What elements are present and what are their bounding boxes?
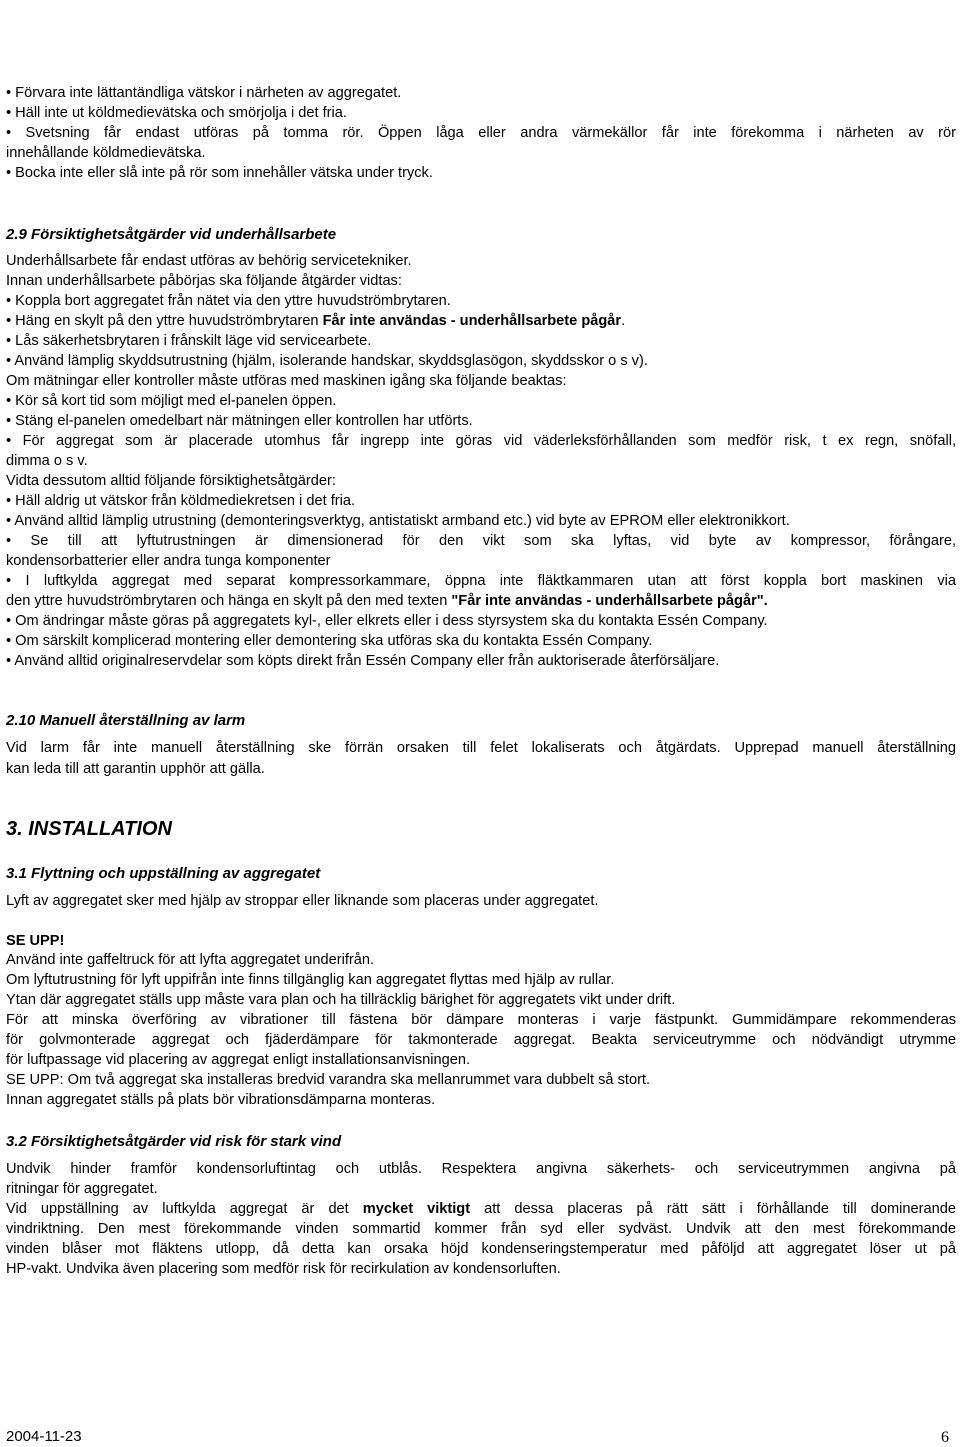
warning-label: SE UPP!	[6, 933, 65, 949]
sign-text: "Får inte användas - underhållsarbete pågår".	[451, 593, 768, 609]
section-heading-3-1: 3.1 Flyttning och uppställning av aggregatet	[6, 865, 321, 882]
paragraph: Vid larm får inte manuell återställning ske förrän orsaken till felet lokaliserats och åtgärdats. Upprepad manuell återställning	[6, 740, 956, 756]
bullet-item: • Förvara inte lättantändliga vätskor i närheten av aggregatet.	[6, 85, 402, 101]
bullet-item-continued	[6, 592, 956, 610]
page-number: 6	[941, 1429, 949, 1446]
paragraph: SE UPP: Om två aggregat ska installeras bredvid varandra ska mellanrummet vara dubbelt så stort.	[6, 1072, 651, 1088]
paragraph-continued: vinden blåser mot fläktens utlopp, då detta kan orsaka höjd kondenseringstemperatur med påföljd att aggregatet löser ut på	[6, 1241, 956, 1257]
bullet-item-continued: innehållande köldmedievätska.	[6, 145, 206, 161]
bullet-item: • I luftkylda aggregat med separat kompressorkammare, öppna inte fläktkammaren utan att först koppla bort maskinen via	[6, 573, 956, 589]
bullet-item: • Häll inte ut köldmedievätska och smörjolja i det fria.	[6, 105, 347, 121]
paragraph: Vidta dessutom alltid följande försiktighetsåtgärder:	[6, 473, 336, 489]
bullet-text: .	[621, 313, 626, 329]
paragraph: För att minska överföring av vibrationer till fästena bör dämpare monteras i varje fästpunkt. Gummidämpare rekommenderas	[6, 1012, 956, 1028]
bullet-item: • För aggregat som är placerade utomhus får ingrepp inte göras vid väderleksförhållanden som medför risk, t ex regn, snöfall,	[6, 433, 956, 449]
paragraph: Innan underhållsarbete påbörjas ska följande åtgärder vidtas:	[6, 273, 402, 289]
paragraph: Lyft av aggregatet sker med hjälp av stroppar eller liknande som placeras under aggregatet.	[6, 893, 599, 909]
bullet-item-continued: dimma o s v.	[6, 453, 88, 469]
bullet-item	[6, 312, 956, 330]
chapter-heading: 3. INSTALLATION	[6, 818, 172, 840]
paragraph: Om lyftutrustning för lyft uppifrån inte finns tillgänglig kan aggregatet flyttas med hjälp av rullar.	[6, 972, 615, 988]
paragraph: Innan aggregatet ställs på plats bör vibrationsdämparna monteras.	[6, 1092, 436, 1108]
bullet-item: • Bocka inte eller slå inte på rör som innehåller vätska under tryck.	[6, 165, 433, 181]
emphasis-text: mycket viktigt	[362, 1201, 471, 1217]
paragraph-continued: kan leda till att garantin upphör att gälla.	[6, 761, 265, 777]
paragraph-text: att dessa placeras på rätt sätt i förhållande till dominerande	[470, 1201, 956, 1217]
paragraph-continued: ritningar för aggregatet.	[6, 1181, 158, 1197]
paragraph-continued: för golvmonterade aggregat och fjäderdämpare för takmonterade aggregat. Beakta serviceutrymme och nödvändigt utrymme	[6, 1032, 956, 1048]
paragraph-continued: för luftpassage vid placering av aggregat enligt installationsanvisningen.	[6, 1052, 471, 1068]
section-heading-2-9: 2.9 Försiktighetsåtgärder vid underhållsarbete	[6, 226, 337, 243]
bullet-item: • Koppla bort aggregatet från nätet via den yttre huvudströmbrytaren.	[6, 293, 451, 309]
paragraph: Ytan där aggregatet ställs upp måste vara plan och ha tillräcklig bärighet för aggregatets vikt under drift.	[6, 992, 676, 1008]
bullet-text: • Häng en skylt på den yttre huvudströmbrytaren	[6, 313, 323, 329]
bullet-text: den yttre huvudströmbrytaren och hänga en skylt på den med texten	[6, 593, 452, 609]
bullet-item: • Kör så kort tid som möjligt med el-panelen öppen.	[6, 393, 337, 409]
bullet-item: • Stäng el-panelen omedelbart när mätningen eller kontrollen har utförts.	[6, 413, 473, 429]
bullet-item: • Se till att lyftutrustningen är dimensionerad för den vikt som ska lyftas, vid byte av kompressor, förångare,	[6, 533, 956, 549]
bullet-item: • Om särskilt komplicerad montering eller demontering ska utföras ska du kontakta Essén Company.	[6, 633, 653, 649]
sign-text: Får inte användas - underhållsarbete pågår	[322, 313, 622, 329]
bullet-item: • Använd alltid lämplig utrustning (demonteringsverktyg, antistatiskt armband etc.) vid byte av EPROM eller elektronikkort.	[6, 513, 790, 529]
section-heading-2-10: 2.10 Manuell återställning av larm	[6, 712, 246, 729]
bullet-item: • Om ändringar måste göras på aggregatets kyl-, eller elkrets eller i dess styrsystem ska du kontakta Essén Company.	[6, 613, 768, 629]
paragraph-continued: HP-vakt. Undvika även placering som medför risk för recirkulation av kondensorluften.	[6, 1261, 561, 1277]
paragraph: Undvik hinder framför kondensorluftintag och utblås. Respektera angivna säkerhets- och serviceutrymmen angivna på	[6, 1161, 956, 1177]
bullet-item: • Använd lämplig skyddsutrustning (hjälm, isolerande handskar, skyddsglasögon, skyddsskor o s v).	[6, 353, 648, 369]
bullet-item: • Använd alltid originalreservdelar som köpts direkt från Essén Company eller från auktoriserade återförsäljare.	[6, 653, 720, 669]
section-heading-3-2: 3.2 Försiktighetsåtgärder vid risk för stark vind	[6, 1133, 342, 1150]
bullet-item: • Häll aldrig ut vätskor från köldmediekretsen i det fria.	[6, 493, 356, 509]
paragraph: Om mätningar eller kontroller måste utföras med maskinen igång ska följande beaktas:	[6, 373, 567, 389]
paragraph	[6, 1200, 956, 1218]
paragraph: Använd inte gaffeltruck för att lyfta aggregatet underifrån.	[6, 952, 375, 968]
paragraph: Underhållsarbete får endast utföras av behörig servicetekniker.	[6, 253, 412, 269]
bullet-item: • Lås säkerhetsbrytaren i frånskilt läge vid servicearbete.	[6, 333, 372, 349]
bullet-item: • Svetsning får endast utföras på tomma rör. Öppen låga eller andra värmekällor får inte förekomma i närheten av rör	[6, 125, 956, 141]
bullet-item-continued: kondensorbatterier eller andra tunga komponenter	[6, 553, 331, 569]
paragraph-text: Vid uppställning av luftkylda aggregat är det	[6, 1201, 363, 1217]
paragraph-continued: vindriktning. Den mest förekommande vinden sommartid kommer från syd eller sydväst. Undvik att den mest förekommande	[6, 1221, 956, 1237]
footer-date: 2004-11-23	[6, 1428, 82, 1445]
